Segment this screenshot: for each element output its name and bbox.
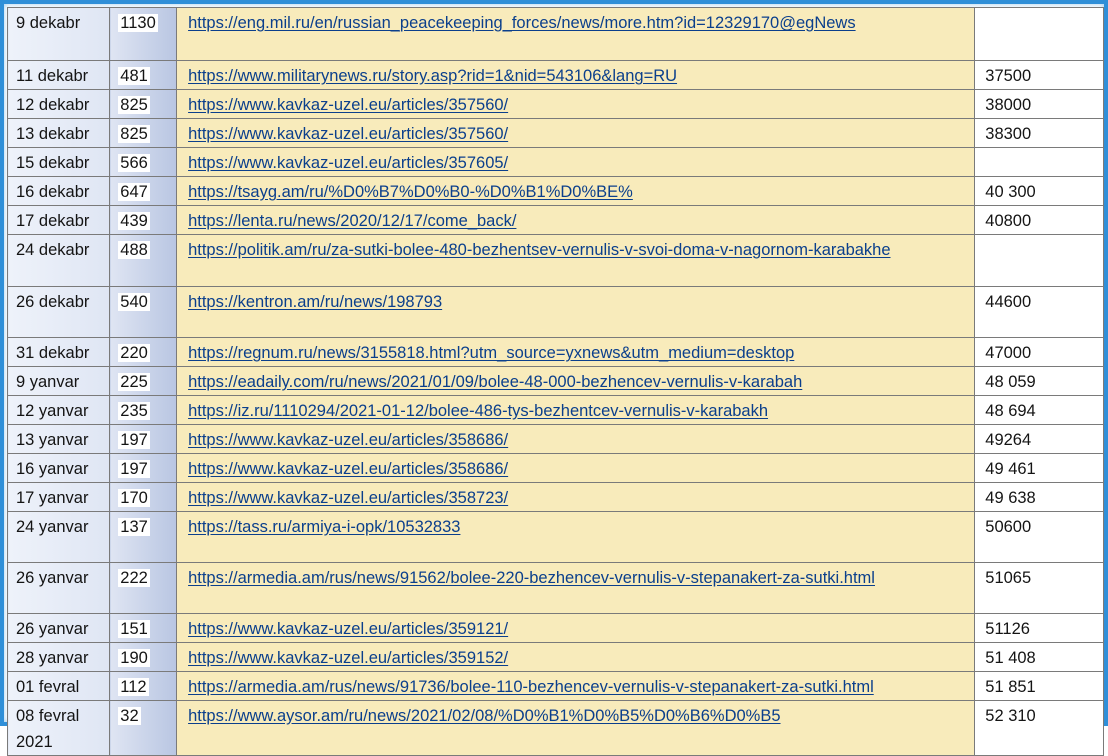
daily-count-cell — [110, 148, 177, 177]
source-link-cell — [177, 287, 975, 338]
source-link-cell — [177, 367, 975, 396]
date-cell: 13 dekabr — [8, 119, 110, 148]
cumulative-total-cell: 49 638 — [975, 483, 1104, 512]
source-link-cell — [177, 235, 975, 287]
table-row — [8, 483, 1104, 512]
daily-count-value: 197 — [120, 431, 148, 449]
table-row — [8, 8, 1104, 61]
source-link[interactable]: https://eng.mil.ru/en/russian_peacekeeping_forces/news/more.htm?id=12329170@egNews — [188, 14, 856, 32]
daily-count-cell — [110, 119, 177, 148]
daily-count-cell — [110, 672, 177, 701]
table-row — [8, 287, 1104, 338]
source-link-cell — [177, 8, 975, 61]
date-cell: 08 fevral 2021 — [8, 701, 110, 756]
refugee-return-table — [7, 7, 1104, 756]
source-link[interactable]: https://kentron.am/ru/news/198793 — [188, 293, 443, 311]
cumulative-total-cell: 37500 — [975, 61, 1104, 90]
daily-count-value: 488 — [120, 241, 148, 259]
cumulative-total-cell — [975, 235, 1104, 287]
table-row — [8, 396, 1104, 425]
daily-count-value: 225 — [120, 373, 148, 391]
source-link-cell — [177, 454, 975, 483]
table-row — [8, 177, 1104, 206]
daily-count-value: 32 — [120, 707, 139, 725]
table-row — [8, 90, 1104, 119]
table-row — [8, 701, 1104, 756]
source-link-cell — [177, 177, 975, 206]
cumulative-total-cell: 38300 — [975, 119, 1104, 148]
daily-count-value: 481 — [120, 67, 148, 85]
daily-count-value: 170 — [120, 489, 148, 507]
date-cell: 16 yanvar — [8, 454, 110, 483]
daily-count-cell — [110, 206, 177, 235]
date-cell: 24 yanvar — [8, 512, 110, 563]
source-link[interactable]: https://www.militarynews.ru/story.asp?rid=1&nid=543106&lang=RU — [188, 67, 678, 85]
daily-count-value: 197 — [120, 460, 148, 478]
daily-count-value: 540 — [120, 293, 148, 311]
cumulative-total-cell: 48 694 — [975, 396, 1104, 425]
date-cell: 31 dekabr — [8, 338, 110, 367]
daily-count-cell — [110, 563, 177, 614]
cumulative-total-cell — [975, 148, 1104, 177]
table-row — [8, 454, 1104, 483]
daily-count-cell — [110, 235, 177, 287]
date-cell: 15 dekabr — [8, 148, 110, 177]
table-row — [8, 563, 1104, 614]
source-link[interactable]: https://www.kavkaz-uzel.eu/articles/358723/ — [188, 489, 509, 507]
table-row — [8, 235, 1104, 287]
daily-count-cell — [110, 287, 177, 338]
daily-count-value: 112 — [120, 678, 147, 696]
cumulative-total-cell: 52 310 — [975, 701, 1104, 756]
source-link[interactable]: https://www.kavkaz-uzel.eu/articles/358686/ — [188, 431, 509, 449]
table-row — [8, 206, 1104, 235]
date-cell: 17 yanvar — [8, 483, 110, 512]
source-link-cell — [177, 148, 975, 177]
cumulative-total-cell: 51 408 — [975, 643, 1104, 672]
daily-count-value: 825 — [120, 96, 148, 114]
source-link[interactable]: https://www.kavkaz-uzel.eu/articles/357560/ — [188, 125, 509, 143]
source-link-cell — [177, 90, 975, 119]
cumulative-total-cell — [975, 8, 1104, 61]
date-cell: 17 dekabr — [8, 206, 110, 235]
source-link-cell — [177, 61, 975, 90]
source-link[interactable]: https://tass.ru/armiya-i-opk/10532833 — [188, 518, 461, 536]
cumulative-total-cell: 51065 — [975, 563, 1104, 614]
source-link[interactable]: https://armedia.am/rus/news/91562/bolee-220-bezhencev-vernulis-v-stepanakert-za-sutki.html — [188, 569, 875, 587]
date-cell: 13 yanvar — [8, 425, 110, 454]
date-cell: 24 dekabr — [8, 235, 110, 287]
date-cell: 9 yanvar — [8, 367, 110, 396]
daily-count-value: 647 — [120, 183, 148, 201]
cumulative-total-cell: 48 059 — [975, 367, 1104, 396]
table-row — [8, 425, 1104, 454]
table-row — [8, 512, 1104, 563]
daily-count-cell — [110, 367, 177, 396]
table-row — [8, 614, 1104, 643]
date-cell: 28 yanvar — [8, 643, 110, 672]
source-link[interactable]: https://iz.ru/1110294/2021-01-12/bolee-486-tys-bezhentcev-vernulis-v-karabakh — [188, 402, 769, 420]
daily-count-cell — [110, 90, 177, 119]
date-cell: 26 yanvar — [8, 614, 110, 643]
table-body — [8, 8, 1104, 756]
daily-count-cell — [110, 454, 177, 483]
cumulative-total-cell: 49 461 — [975, 454, 1104, 483]
source-link-cell — [177, 512, 975, 563]
source-link[interactable]: https://www.kavkaz-uzel.eu/articles/359152/ — [188, 649, 509, 667]
source-link-cell — [177, 425, 975, 454]
daily-count-cell — [110, 177, 177, 206]
cumulative-total-cell: 50600 — [975, 512, 1104, 563]
daily-count-value: 220 — [120, 344, 148, 362]
daily-count-cell — [110, 8, 177, 61]
date-cell: 12 yanvar — [8, 396, 110, 425]
source-link[interactable]: https://lenta.ru/news/2020/12/17/come_back/ — [188, 212, 517, 230]
daily-count-cell — [110, 614, 177, 643]
source-link[interactable]: https://www.kavkaz-uzel.eu/articles/357560/ — [188, 96, 509, 114]
table-row — [8, 61, 1104, 90]
date-cell: 26 yanvar — [8, 563, 110, 614]
daily-count-value: 190 — [120, 649, 148, 667]
source-link-cell — [177, 119, 975, 148]
daily-count-value: 825 — [120, 125, 148, 143]
source-link-cell — [177, 396, 975, 425]
source-link-cell — [177, 338, 975, 367]
source-link-cell — [177, 672, 975, 701]
daily-count-cell — [110, 701, 177, 756]
cumulative-total-cell: 49264 — [975, 425, 1104, 454]
source-link[interactable]: https://tsayg.am/ru/%D0%B7%D0%B0-%D0%B1%D0%BE% — [188, 183, 633, 201]
source-link[interactable]: https://eadaily.com/ru/news/2021/01/09/bolee-48-000-bezhencev-vernulis-v-karabah — [188, 373, 803, 391]
daily-count-cell — [110, 61, 177, 90]
daily-count-cell — [110, 396, 177, 425]
cumulative-total-cell: 51126 — [975, 614, 1104, 643]
daily-count-cell — [110, 338, 177, 367]
source-link[interactable]: https://www.kavkaz-uzel.eu/articles/357605/ — [188, 154, 509, 172]
date-cell: 12 dekabr — [8, 90, 110, 119]
table-row — [8, 367, 1104, 396]
source-link[interactable]: https://armedia.am/rus/news/91736/bolee-110-bezhencev-vernulis-v-stepanakert-za-sutki.html — [188, 678, 874, 696]
daily-count-value: 137 — [120, 518, 148, 536]
table-row — [8, 672, 1104, 701]
daily-count-cell — [110, 643, 177, 672]
source-link-cell — [177, 483, 975, 512]
table-row — [8, 338, 1104, 367]
source-link[interactable]: https://www.aysor.am/ru/news/2021/02/08/%D0%B1%D0%B5%D0%B6%D0%B5 — [188, 707, 781, 725]
daily-count-value: 222 — [120, 569, 148, 587]
daily-count-value: 566 — [120, 154, 148, 172]
daily-count-cell — [110, 512, 177, 563]
daily-count-cell — [110, 425, 177, 454]
daily-count-value: 439 — [120, 212, 148, 230]
table-row — [8, 119, 1104, 148]
table-row — [8, 148, 1104, 177]
cumulative-total-cell: 40 300 — [975, 177, 1104, 206]
date-cell: 9 dekabr — [8, 8, 110, 61]
source-link[interactable]: https://www.kavkaz-uzel.eu/articles/358686/ — [188, 460, 509, 478]
cumulative-total-cell: 44600 — [975, 287, 1104, 338]
source-link-cell — [177, 701, 975, 756]
cumulative-total-cell: 38000 — [975, 90, 1104, 119]
cumulative-total-cell: 51 851 — [975, 672, 1104, 701]
cumulative-total-cell: 47000 — [975, 338, 1104, 367]
source-link-cell — [177, 206, 975, 235]
date-cell: 16 dekabr — [8, 177, 110, 206]
daily-count-value: 1130 — [120, 14, 156, 32]
source-link[interactable]: https://politik.am/ru/za-sutki-bolee-480-bezhentsev-vernulis-v-svoi-doma-v-nagornom-karabakhe — [188, 241, 891, 259]
source-link-cell — [177, 614, 975, 643]
source-link-cell — [177, 643, 975, 672]
date-cell: 11 dekabr — [8, 61, 110, 90]
source-link-cell — [177, 563, 975, 614]
source-link[interactable]: https://regnum.ru/news/3155818.html?utm_source=yxnews&utm_medium=desktop — [188, 344, 795, 362]
source-link[interactable]: https://www.kavkaz-uzel.eu/articles/359121/ — [188, 620, 509, 638]
table-row — [8, 643, 1104, 672]
daily-count-cell — [110, 483, 177, 512]
date-cell: 01 fevral — [8, 672, 110, 701]
date-cell: 26 dekabr — [8, 287, 110, 338]
cumulative-total-cell: 40800 — [975, 206, 1104, 235]
daily-count-value: 235 — [120, 402, 148, 420]
daily-count-value: 151 — [120, 620, 148, 638]
